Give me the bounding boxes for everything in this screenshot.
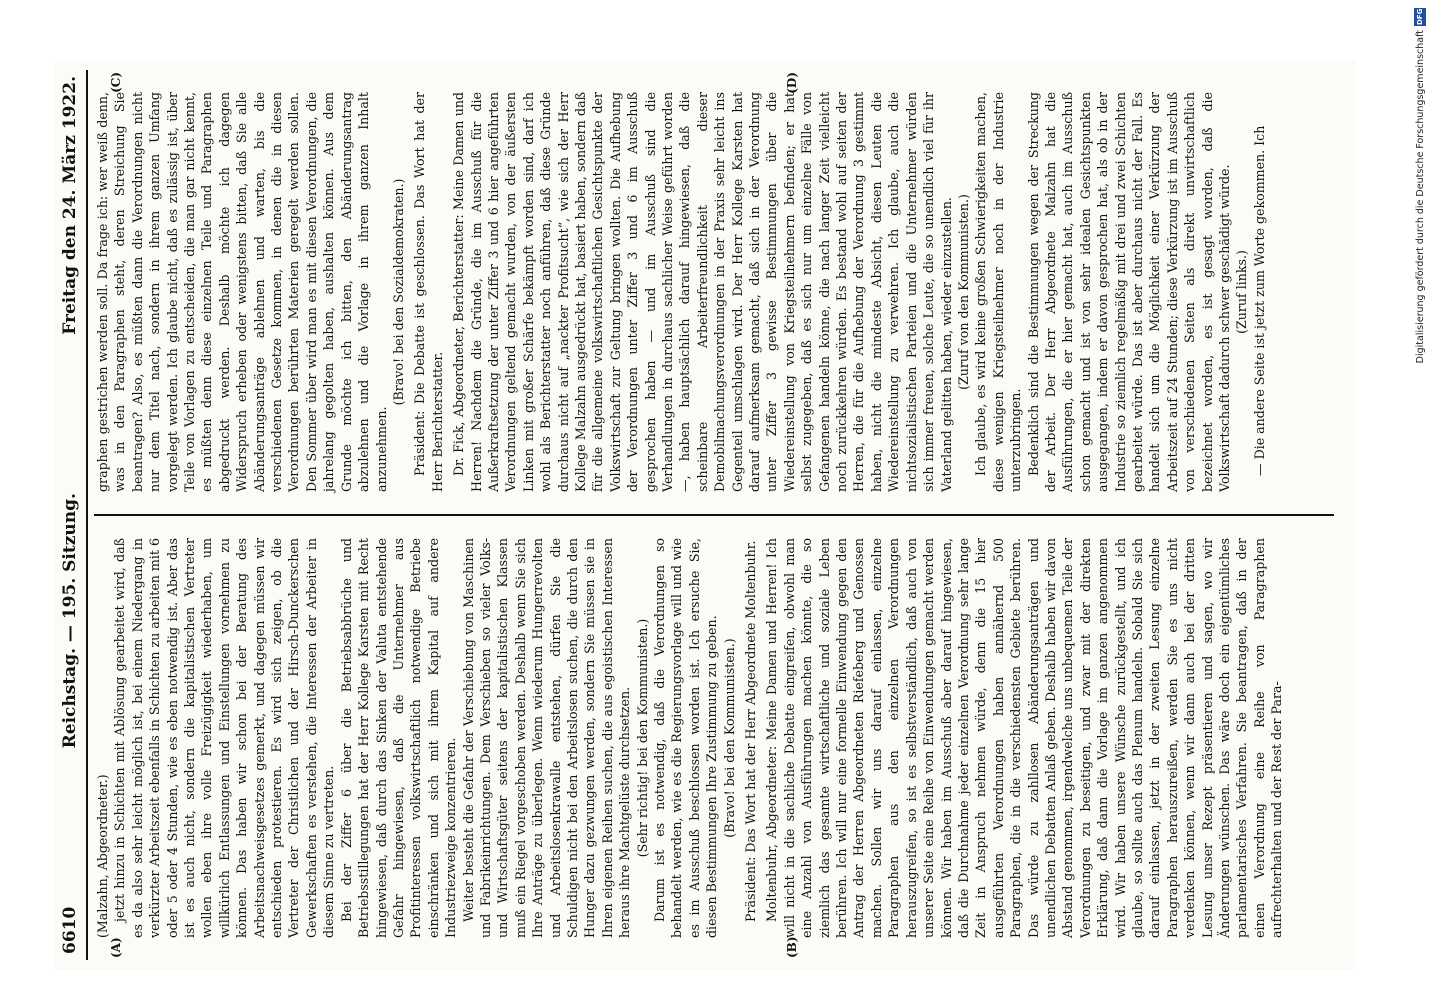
- right-column: [94, 70, 1334, 514]
- page-number: 6610: [60, 906, 80, 954]
- paragraph: — Die andere Seite ist jetzt zum Worte gekommen. Ich: [1251, 125, 1267, 476]
- paragraph: Weiter besteht die Gefahr der Verschiebung von Maschinen und Fabrikeinrichtungen. Dem Verschieben so vieler Volks- und Wirtschaftsgüter seitens der kapitalistischen Klassen muß ein Riegel vorgeschoben werden. Deshalb wenn Sie sich Ihre Anträge zu überlegen. Wenn wiederum Hungerrevolten und Arbeitslosenkrawalle entstehen, dürfen Sie die Schuldigen nicht bei den Arbeitslosen suchen, die durch den Hunger dazu gezwungen werden, sondern Sie müssen sie in Ihren eigenen Reihen suchen, die aus egoistischen Interessen heraus ihre Machtgelüste durchsetzen.: [460, 538, 633, 938]
- scanned-page: [54, 60, 1356, 970]
- text-columns: [94, 70, 1334, 960]
- paragraph: Moltenbuhr, Abgeordneter: Meine Damen und Herren! Ich will nicht in die sachliche Debatte eingreifen, obwohl man eine Anzahl von Ausführungen machen könnte, die so ziemlich das gesamte wirtschaftliche und soziale Leben berühren. Ich will nur eine formelle Einwendung gegen den Antrag der Herren Abgeordneten Riefeberg und Genossen machen. Sollen wir uns darauf einlassen, einzelne Paragraphen aus den einzelnen Verordnungen herauszugreifen, so ist es selbstverständlich, daß auch von unserer Seite eine Reihe von Einwendungen gemacht werden können. Wir haben im Ausschuß aber darauf hingewiesen, daß die Durchnahme jeder einzelnen Verordnung sehr lange Zeit in Anspruch nehmen würde, denn die 15 hier ausgeführten Verordnungen haben annähernd 500 Paragraphen, die in die verschiedensten Gebiete berühren. Das würde zu zahllosen Abänderungsanträgen und unendlichen Debatten Anlaß geben. Deshalb haben wir davon Abstand genommen, irgendwelche uns unbequemen Teile der Verordnungen zu beseitigen, und zwar mit der direkten Erklärung, daß dann die Vorlage im ganzen angenommen wird. Wir haben unsere Wünsche zurückgestellt, und ich glaube, so sollte auch das Plenum handeln. Sobald Sie sich darauf einlassen, jetzt in der zweiten Lesung einzelne Paragraphen herauszureißen, werden Sie es uns nicht verdenken können, wenn wir dann auch bei der dritten Lesung unser Rezept präsentieren und sagen, wo wir Änderungen wünschen. Das wäre doch ein eigentümliches parlamentarisches Verfahren. Sie beantragen, daß in der einen Verordnung eine Reihe von Paragraphen aufrechterhalten und der Rest der Para-: [764, 538, 1285, 938]
- interjection: (Bravo! bei den Kommunisten.): [721, 638, 737, 838]
- margin-marker-a: (A): [109, 937, 123, 958]
- interjection: (Zuruf links.): [1234, 250, 1250, 334]
- interjection: (Sehr richtig! bei den Kommunisten.): [634, 618, 650, 858]
- running-header: [60, 70, 88, 960]
- paragraph: graphen gestrichen werden soll. Da frage ich: wer weiß denn, was in den Paragraphen steht, deren Streichung Sie beantragen? Also, es müßten dann die Verordnungen nicht nur dem Titel nach, sondern in ihrem ganzen Umfang vorgelegt werden. Ich glaube nicht, daß es zulässig ist, über Teile von Vorlagen zu entscheiden, die man gar nicht kennt, es müßten denn diese einzelnen Teile und Paragraphen abgedruckt werden. Deshalb möchte ich dagegen Widerspruch erheben oder wenigstens bitten, daß Sie alle Abänderungsanträge ablehnen und warten, bis die verschiedenen Gesetze kommen, in denen die in diesen Verordnungen berührten Materien geregelt werden sollen. Den Sommer über wird man es mit diesen Verordnungen, die jahrelang gegolten haben, aushalten können. Aus dem Grunde möchte ich bitten, den Abänderungsantrag abzulehnen und die Vorlage in ihrem ganzen Inhalt anzunehmen.: [95, 92, 389, 492]
- dfg-logo: DFG: [1416, 8, 1424, 26]
- speaker-header: (Malzahn, Abgeordneter.): [95, 774, 110, 938]
- paragraph: Bedenklich sind die Bestimmungen wegen der Streckung der Arbeit. Der Herr Abgeordnete Malzahn hat die Ausführungen, die er hier gemacht hat, auch im Ausschuß schon gemacht und ist von sehr idealen Gesichtspunkten ausgegangen, indem er davon gesprochen hat, als ob in der Industrie so ziemlich regelmäßig mit drei und zwei Schichten gearbeitet würde. Das ist aber durchaus nicht der Fall. Es handelt sich um die Möglichkeit einer Verkürzung der Arbeitszeit auf 24 Stunden; diese Verkürzung ist im Ausschuß von verschiedenen Seiten als direkt unwirtschaftlich bezeichnet worden, es ist gesagt worden, daß die Volkswirtschaft dadurch schwer geschädigt würde.: [1025, 92, 1232, 492]
- margin-marker-b: (B): [785, 936, 799, 958]
- session-title: Reichstag. — 195. Sitzung.: [60, 493, 80, 749]
- digitization-note: Digitalisierung gefördert durch die Deutsche Forschungsgemeinschaft: [1415, 30, 1426, 364]
- margin-marker-d: (D): [785, 72, 799, 94]
- reichstag-protocol-page: [54, 60, 1356, 970]
- president-statement: Präsident: Die Debatte ist geschlossen. Das Wort hat der Herr Berichterstatter.: [412, 92, 445, 492]
- left-column: [94, 516, 1334, 960]
- president-statement: Präsident: Das Wort hat der Herr Abgeordnete Moltenbuhr.: [743, 540, 759, 922]
- paragraph: Darum ist es notwendig, daß die Verordnungen so behandelt werden, wie es die Regierungsvorlage will und wie es im Ausschuß beschlossen worden ist. Ich ersuche Sie, diesen Bestimmungen Ihre Zustimmung zu geben.: [652, 538, 720, 938]
- paragraph: Bei der Ziffer 6 über die Betriebsabbrüche und Betriebsstillegungen hat der Herr Kollege Karsten mit Recht hingewiesen, daß durch das Sinken der Valuta entstehende Gefahr hingewiesen, daß die Unternehmer aus Profitinteressen volkswirtschaftlich notwendige Betriebe einschränken und sich mit ihrem Kapital auf andere Industriezweige konzentrieren.: [338, 538, 459, 938]
- paragraph: Dr. Fick, Abgeordneter, Berichterstatter: Meine Damen und Herren! Nachdem die Gründe, die im Ausschuß für die Außerkraftsetzung der unter Ziffer 3 und 6 hier angeführten Verordnungen geltend gemacht wurden, von der äußersten Linken mit großer Schärfe bekämpft worden sind, darf ich wohl als Berichterstatter noch anführen, daß diese Gründe durchaus nicht auf „nackter Profitsucht“, wie sich der Herr Kollege Malzahn ausgedrückt hat, basiert haben, sondern daß für die allgemeine volkswirtschaftlichen Gesichtspunkte der Volkswirtschaft zur Geltung bringen wollten. Die Aufhebung der Verordnungen unter Ziffer 3 und 6 im Ausschuß gesprochen haben — und im Ausschuß sind die Verhandlungen in durchaus sachlicher Weise geführt worden —, haben hauptsächlich darauf hingewiesen, daß die scheinbare Arbeiterfreundlichkeit dieser Demobilmachungsverordnungen in der Praxis sehr leicht ins Gegenteil umschlagen wird. Der Herr Kollege Karsten hat darauf aufmerksam gemacht, daß sich in der Verordnung unter Ziffer 3 gewisse Bestimmungen über die Wiedereinstellung von Kriegsteilnehmern befinden; er hat selbst zugegeben, daß es sich nur um einzelne Fälle von Gefangenen handeln könne, die nach langer Zeit vielleicht noch zurückkehren würden. Es bestand wohl auf seiten der Herren, die für die Aufhebung der Verordnung 3 gestimmt haben, nicht die mindeste Absicht, diesen Leuten die Wiedereinstellung zu verwehren. Ich glaube, auch die nichtsozialistischen Parteien und die Unternehmer würden sich immer freuen, solche Leute, die so unendlich viel für ihr Vaterland gelitten haben, wieder einzustellen.: [451, 92, 954, 492]
- session-date: Freitag den 24. März 1922.: [60, 76, 80, 335]
- paragraph: jetzt hinzu in Schichten mit Ablösung gearbeitet wird, daß es da also sehr leicht möglich ist, bei einem Niedergang in verkürzter Arbeitszeit ebenfalls in Schichten zu arbeiten mit 6 oder 5 oder 4 Stunden, wie es eben notwendig ist. Aber das ist es auch nicht, sondern die kapitalistischen Vertreter wollen eben ihre volle Freizügigkeit wiederhaben, um willkürlich Entlassungen und Einstellungen vornehmen zu können. Das haben wir schon bei der Beratung des Arbeitsnachweisgesetzes gemerkt, und dagegen müssen wir entschieden protestieren. Es wird sich zeigen, ob die Vertreter der Christlichen und der Hirsch-Dunckerschen Gewerkschaften es verstehen, die Interessen der Arbeiter in diesem Sinne zu vertreten.: [112, 538, 337, 938]
- interjection: (Zuruf von den Kommunisten.): [955, 194, 971, 390]
- interjection: (Bravo! bei den Sozialdemokraten.): [390, 178, 406, 406]
- margin-marker-c: (C): [109, 72, 123, 93]
- rotated-page-content: [54, 60, 1356, 970]
- paragraph: Ich glaube, es wird keine großen Schwierigkeiten machen, diese wenigen Kriegsteilnehmer noch in der Industrie unterzubringen.: [973, 92, 1024, 492]
